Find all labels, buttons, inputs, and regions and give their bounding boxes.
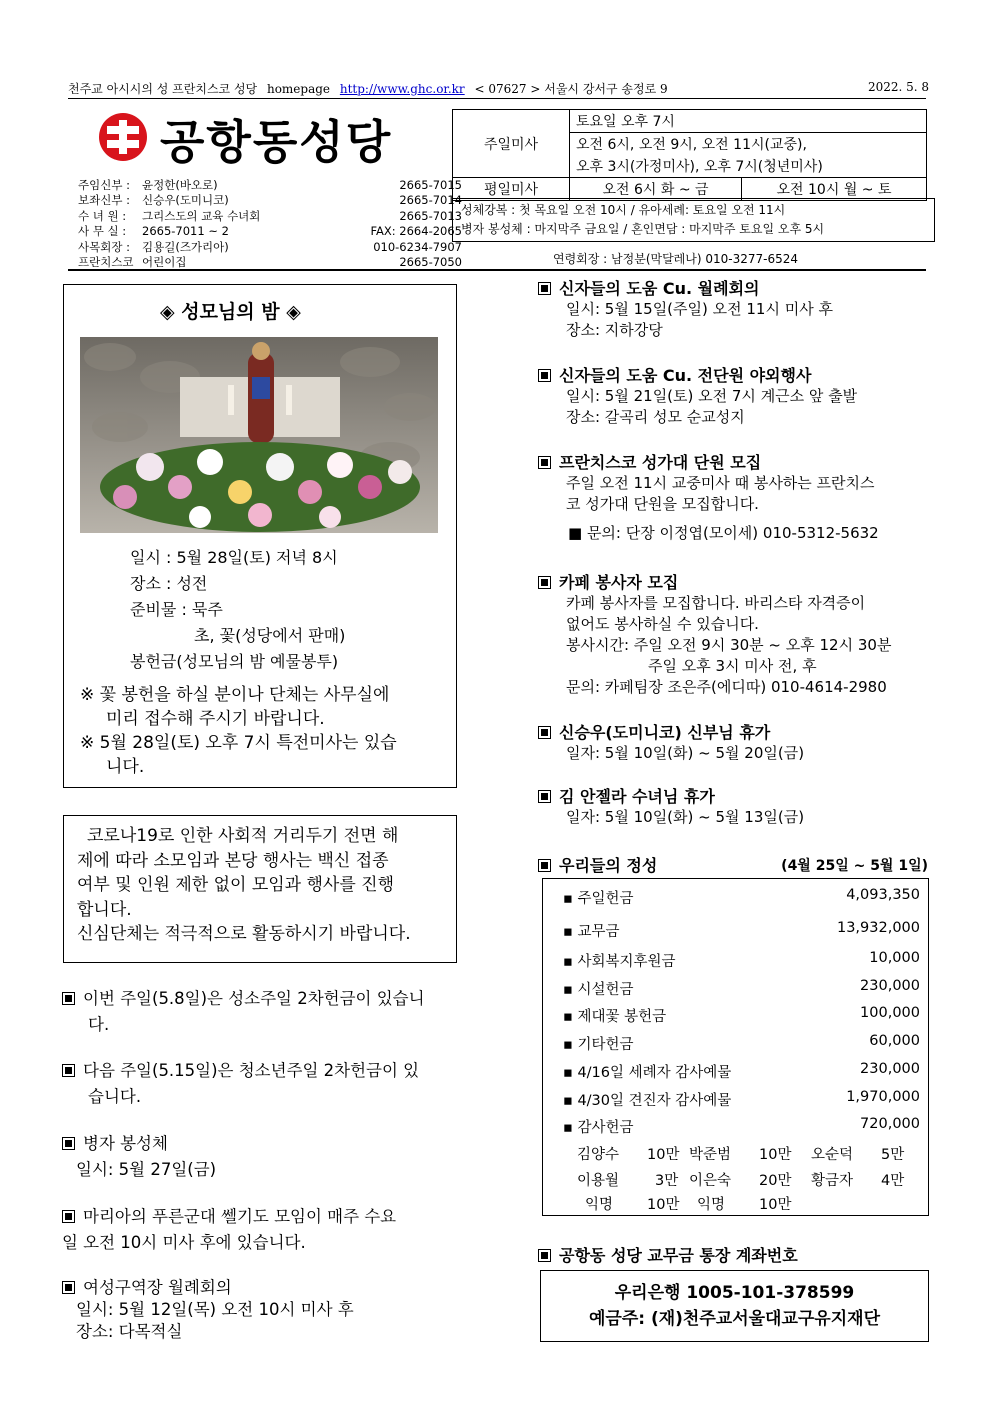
bank-account-header: 공항동 성당 교무금 통장 계좌번호 [538,1243,798,1266]
event-items-2: 초, 꽃(성당에서 판매) [194,626,346,645]
notice-choir-recruit: 프란치스코 성가대 단원 모집 주일 오전 11시 교중미사 때 봉사하는 프란치스 코 성가대 단원을 모집합니다. ■ 문의: 단장 이정엽(모이세) 010-5312-5632 [538,452,879,544]
notice-cu-monthly: 신자들의 도움 Cu. 월례회의 일시: 5월 15일(주일) 오전 11시 미사 후 장소: 지하강당 [538,278,833,341]
covid-line: 합니다. [77,899,132,920]
night-of-mary-details [130,545,345,675]
notice-second-collection-1: 이번 주일(5.8일)은 성소주일 2차헌금이 있습니 다. [62,986,425,1038]
offering-row: ▪ 교무금 13,932,000 [563,920,920,941]
church-logo-icon [98,112,148,162]
sacrament-line: 성체강복 : 첫 목요일 오전 10시 / 유아세례: 토요일 오전 11시 [461,203,786,217]
donor-row: 김양수 10만 박준범 10만 오순덕 5만 [577,1147,905,1163]
event-date: 일시 : 5월 28일(토) 저녁 8시 [130,548,338,567]
donor-row: 이용월 3만 이은숙 20만 황금자 4만 [577,1173,905,1189]
note-line: ※ 5월 28일(토) 오후 7시 특전미사는 있습 [80,733,397,753]
offerings-period: (4월 25일 ~ 5월 1일) [781,858,928,874]
mass-schedule-table [452,109,927,201]
covid-line: 여부 및 인원 제한 없이 모임과 행사를 진행 [77,875,395,895]
offerings-table [542,878,929,1216]
statue-photo [80,337,438,533]
staff-list [78,178,462,270]
event-offering: 봉헌금(성모님의 밤 예물봉투) [130,652,339,671]
staff-row: 사목회장 : 김용길(즈가리아) 010-6234-7907 [78,239,462,254]
homepage-link[interactable]: http://www.ghc.or.kr [339,82,465,96]
sunday-mass-label: 주일미사 [453,110,570,178]
staff-row: 보좌신부 : 신승우(도미니코) 2665-7014 [78,193,462,208]
header-line [68,80,926,97]
offering-row: ▪ 시설헌금 230,000 [563,978,920,999]
weekday-mass-a: 오전 6시 화 ~ 금 [570,178,742,201]
notice-priest-vacation: 신승우(도미니코) 신부님 휴가 일자: 5월 10일(화) ~ 5월 20일(금) [538,722,804,764]
covid-line: 신심단체는 적극적으로 활동하시기 바랍니다. [77,924,411,944]
parish-title: 공항동성당 [160,115,393,169]
event-items: 준비물 : 묵주 [130,600,223,619]
note-line: 미리 접수해 주시기 바랍니다. [106,709,325,729]
offering-row: ▪ 감사헌금 720,000 [563,1116,920,1137]
offering-row: ▪ 주일헌금 4,093,350 [563,887,920,908]
sacrament-line: 병자 봉성체 : 마지막주 금요일 / 혼인면담 : 마지막주 토요일 오후 5시 [461,222,825,236]
address: < 07627 > 서울시 강서구 송정로 9 [474,82,668,96]
night-of-mary-title: ◈ 성모님의 밤 ◈ [160,301,301,323]
offering-row: ▪ 제대꽃 봉헌금 100,000 [563,1005,920,1026]
event-place: 장소 : 성전 [130,574,208,593]
covid-line: 제에 따라 소모임과 본당 행사는 백신 접종 [77,850,389,871]
note-line: ※ 꽃 봉헌을 하실 분이나 단체는 사무실에 [80,685,390,705]
bank-account-number: 우리은행 1005-101-378599 [614,1283,855,1303]
bullet-icon [62,1137,75,1150]
sacrament-box [452,198,935,242]
issue-date: 2022. 5. 8 [868,80,930,94]
offering-row: ▪ 기타헌금 60,000 [563,1033,920,1054]
bullet-icon [538,790,551,803]
sunday-mass-row: 토요일 오후 7시 [570,110,927,133]
covid-notice [77,824,411,947]
bullet-icon [538,576,551,589]
offering-row: ▪ 사회복지후원금 10,000 [563,950,920,971]
notice-women-leaders: 여성구역장 월례회의 일시: 5월 12일(목) 오전 10시 미사 후 장소: 다목적실 [62,1277,354,1343]
offering-row: ▪ 4/30일 견진자 감사예물 1,970,000 [563,1089,920,1110]
bank-account-info [540,1280,929,1332]
weekday-mass-b: 오전 10시 월 ~ 토 [742,178,927,201]
notice-cu-outing: 신자들의 도움 Cu. 전단원 야외행사 일시: 5월 21일(토) 오전 7시 계근소 앞 출발 장소: 갈곡리 성모 순교성지 [538,365,857,428]
bullet-icon [62,1064,75,1077]
covid-line: 코로나19로 인한 사회적 거리두기 전면 해 [87,826,399,846]
notice-sick-communion: 병자 봉성체 일시: 5월 27일(금) [62,1131,216,1183]
night-of-mary-notes [80,683,397,779]
notice-sister-vacation: 김 안젤라 수녀님 휴가 일자: 5월 10일(화) ~ 5월 13일(금) [538,786,804,828]
note-line: 니다. [106,757,145,777]
homepage-label: homepage [266,82,331,96]
bullet-icon [538,726,551,739]
offering-row: ▪ 4/16일 세례자 감사예물 230,000 [563,1061,920,1082]
bullet-icon [538,282,551,295]
donor-row: 익명 10만 익명 10만 [585,1197,792,1213]
bullet-icon [62,992,75,1005]
bank-account-holder: 예금주: (재)천주교서울대교구유지재단 [588,1309,880,1329]
sunday-mass-row: 오후 3시(가정미사), 오후 7시(청년미사) [570,155,927,178]
bullet-icon [62,1210,75,1223]
sunday-mass-row: 오전 6시, 오전 9시, 오전 11시(교중), [570,133,927,156]
staff-row: 수 녀 원 : 그리스도의 교육 수녀회 2665-7013 [78,208,462,223]
staff-row: 사 무 실 : 2665-7011 ~ 2 FAX: 2664-2065 [78,224,462,239]
notice-cafe-volunteer: 카페 봉사자 모집 카페 봉사자를 모집합니다. 바리스타 자격증이 없어도 봉사하실 수 있습니다. 봉사시간: 주일 오전 9시 30분 ~ 오후 12시 30분 주일 오후 3시 미사 전, 후 문의: 카페팀장 조은주(에디따) 010-4614-2980 [538,572,891,698]
notice-blue-army: 마리아의 푸른군대 쎌기도 모임이 매주 수요 일 오전 10시 미사 후에 있습니다. [62,1207,397,1252]
funeral-society-president: 연령회장 : 남정분(막달레나) 010-3277-6524 [553,252,799,266]
parish-name: 천주교 아시시의 성 프란치스코 성당 [68,82,258,96]
weekday-mass-label: 평일미사 [453,178,570,201]
bullet-icon [538,369,551,382]
bullet-icon [538,1249,551,1262]
notice-second-collection-2: 다음 주일(5.15일)은 청소년주일 2차헌금이 있 습니다. [62,1058,419,1110]
bullet-icon [538,456,551,469]
staff-row: 프란치스코 어린이집 2665-7050 [78,255,462,270]
bullet-icon [62,1281,75,1294]
bullet-icon [538,859,551,872]
offerings-header: 우리들의 정성 (4월 25일 ~ 5월 1일) [538,853,928,876]
staff-row: 주임신부 : 윤정한(바오로) 2665-7015 [78,178,462,192]
